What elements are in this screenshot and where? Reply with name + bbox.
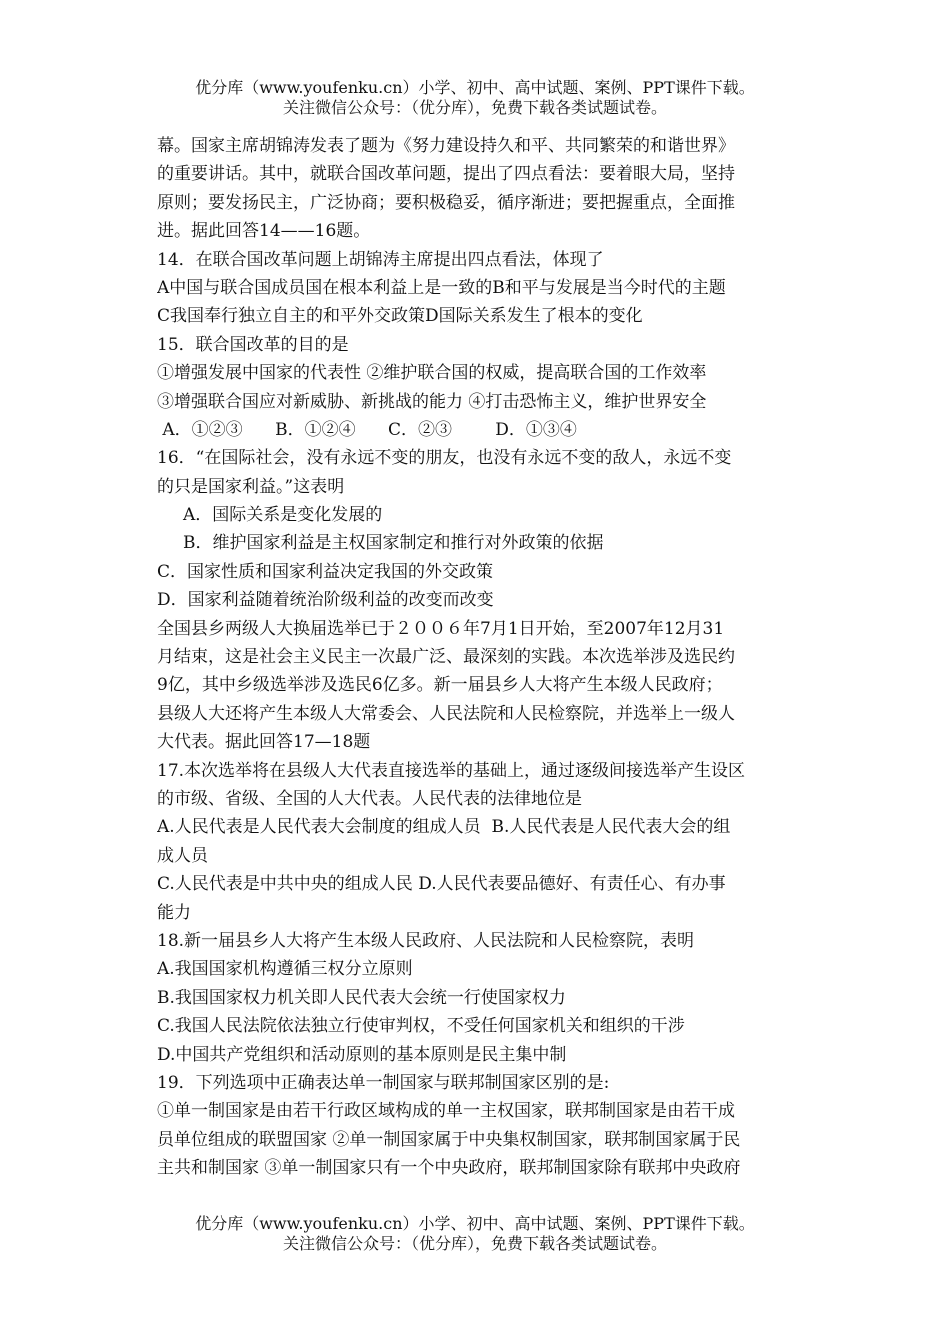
- question-16-option-b: B．维护国家利益是主权国家制定和推行对外政策的依据: [183, 533, 604, 554]
- question-17-options-ab-cont: 成人员: [157, 845, 208, 866]
- question-16-option-a: A．国际关系是变化发展的: [183, 505, 383, 526]
- document-body: [157, 132, 817, 1182]
- body-line: 原则；要发扬民主，广泛协商；要积极稳妥，循序渐进；要把握重点，全面推: [157, 192, 735, 213]
- question-15-items-12: ①增强发展中国家的代表性 ②维护联合国的权威，提高联合国的工作效率: [157, 363, 707, 384]
- passage-line: 全国县乡两级人大换届选举已于２００６年7月1日开始，至2007年12月31: [157, 618, 725, 639]
- question-15-items-34: ③增强联合国应对新威胁、新挑战的能力 ④打击恐怖主义，维护世界安全: [157, 391, 707, 412]
- question-14-options-ab: A中国与联合国成员国在根本利益上是一致的B和平与发展是当今时代的主题: [157, 277, 726, 298]
- question-19: 19．下列选项中正确表达单一制国家与联邦制国家区别的是:: [157, 1072, 610, 1093]
- footer-line-1: 优分库（www.youfenku.cn）小学、初中、高中试题、案例、PPT课件下载。: [195, 1214, 755, 1233]
- passage-line: 月结束，这是社会主义民主一次最广泛、最深刻的实践。本次选举涉及选民约: [157, 647, 735, 668]
- question-16-cont: 的只是国家利益。”这表明: [157, 476, 345, 497]
- header-line-1: 优分库（www.youfenku.cn）小学、初中、高中试题、案例、PPT课件下载。: [195, 78, 755, 97]
- question-18-option-c: C.我国人民法院依法独立行使审判权，不受任何国家机关和组织的干涉: [157, 1016, 685, 1037]
- question-14-options-cd: C我国奉行独立自主的和平外交政策D国际关系发生了根本的变化: [157, 306, 643, 327]
- passage-line: 9亿，其中乡级选举涉及选民6亿多。新一届县乡人大将产生本级人民政府；: [157, 675, 723, 696]
- header-line-2: 关注微信公众号：（优分库），免费下载各类试题试卷。: [282, 98, 667, 117]
- passage-line: 县级人大还将产生本级人大常委会、人民法院和人民检察院，并选举上一级人: [157, 703, 735, 724]
- page-header: [0, 78, 950, 118]
- question-18-option-b: B.我国国家权力机关即人民代表大会统一行使国家权力: [157, 987, 566, 1008]
- passage-line: 大代表。据此回答17—18题: [157, 732, 371, 753]
- question-19-item: 员单位组成的联盟国家 ②单一制国家属于中央集权制国家，联邦制国家属于民: [157, 1129, 741, 1150]
- question-17-options-cd-cont: 能力: [157, 902, 191, 923]
- body-line: 进。据此回答14——16题。: [157, 221, 371, 242]
- question-19-item: 主共和制国家 ③单一制国家只有一个中央政府，联邦制国家除有联邦中央政府: [157, 1158, 741, 1179]
- question-16-option-d: D．国家利益随着统治阶级利益的改变而改变: [157, 590, 494, 611]
- footer-line-2: 关注微信公众号：（优分库），免费下载各类试题试卷。: [282, 1234, 667, 1253]
- question-15-options: A．①②③ B．①②④ C．②③ D．①③④: [157, 419, 577, 440]
- question-18-option-a: A.我国国家机构遵循三权分立原则: [157, 959, 413, 980]
- question-17-cont: 的市级、省级、全国的人大代表。人民代表的法律地位是: [157, 788, 582, 809]
- question-17: 17.本次选举将在县级人大代表直接选举的基础上，通过逐级间接选举产生设区: [157, 760, 746, 781]
- body-line: 的重要讲话。其中，就联合国改革问题，提出了四点看法：要着眼大局，坚持: [157, 164, 735, 185]
- question-19-item: ①单一制国家是由若干行政区域构成的单一主权国家，联邦制国家是由若干成: [157, 1101, 735, 1122]
- page-footer: [0, 1214, 950, 1254]
- question-17-options-ab: A.人民代表是人民代表大会制度的组成人员 B.人民代表是人民代表大会的组: [157, 817, 731, 838]
- question-17-options-cd: C.人民代表是中共中央的组成人民 D.人民代表要品德好、有责任心、有办事: [157, 874, 726, 895]
- question-16-option-c: C．国家性质和国家利益决定我国的外交政策: [157, 561, 494, 582]
- body-line: 幕。国家主席胡锦涛发表了题为《努力建设持久和平、共同繁荣的和谐世界》: [157, 136, 735, 156]
- question-18-option-d: D.中国共产党组织和活动原则的基本原则是民主集中制: [157, 1044, 567, 1065]
- question-15: 15．联合国改革的目的是: [157, 334, 349, 355]
- question-16: 16．“在国际社会，没有永远不变的朋友，也没有永远不变的敌人，永远不变: [157, 448, 732, 469]
- question-14: 14．在联合国改革问题上胡锦涛主席提出四点看法，体现了: [157, 249, 604, 270]
- question-18: 18.新一届县乡人大将产生本级人民政府、人民法院和人民检察院，表明: [157, 930, 695, 951]
